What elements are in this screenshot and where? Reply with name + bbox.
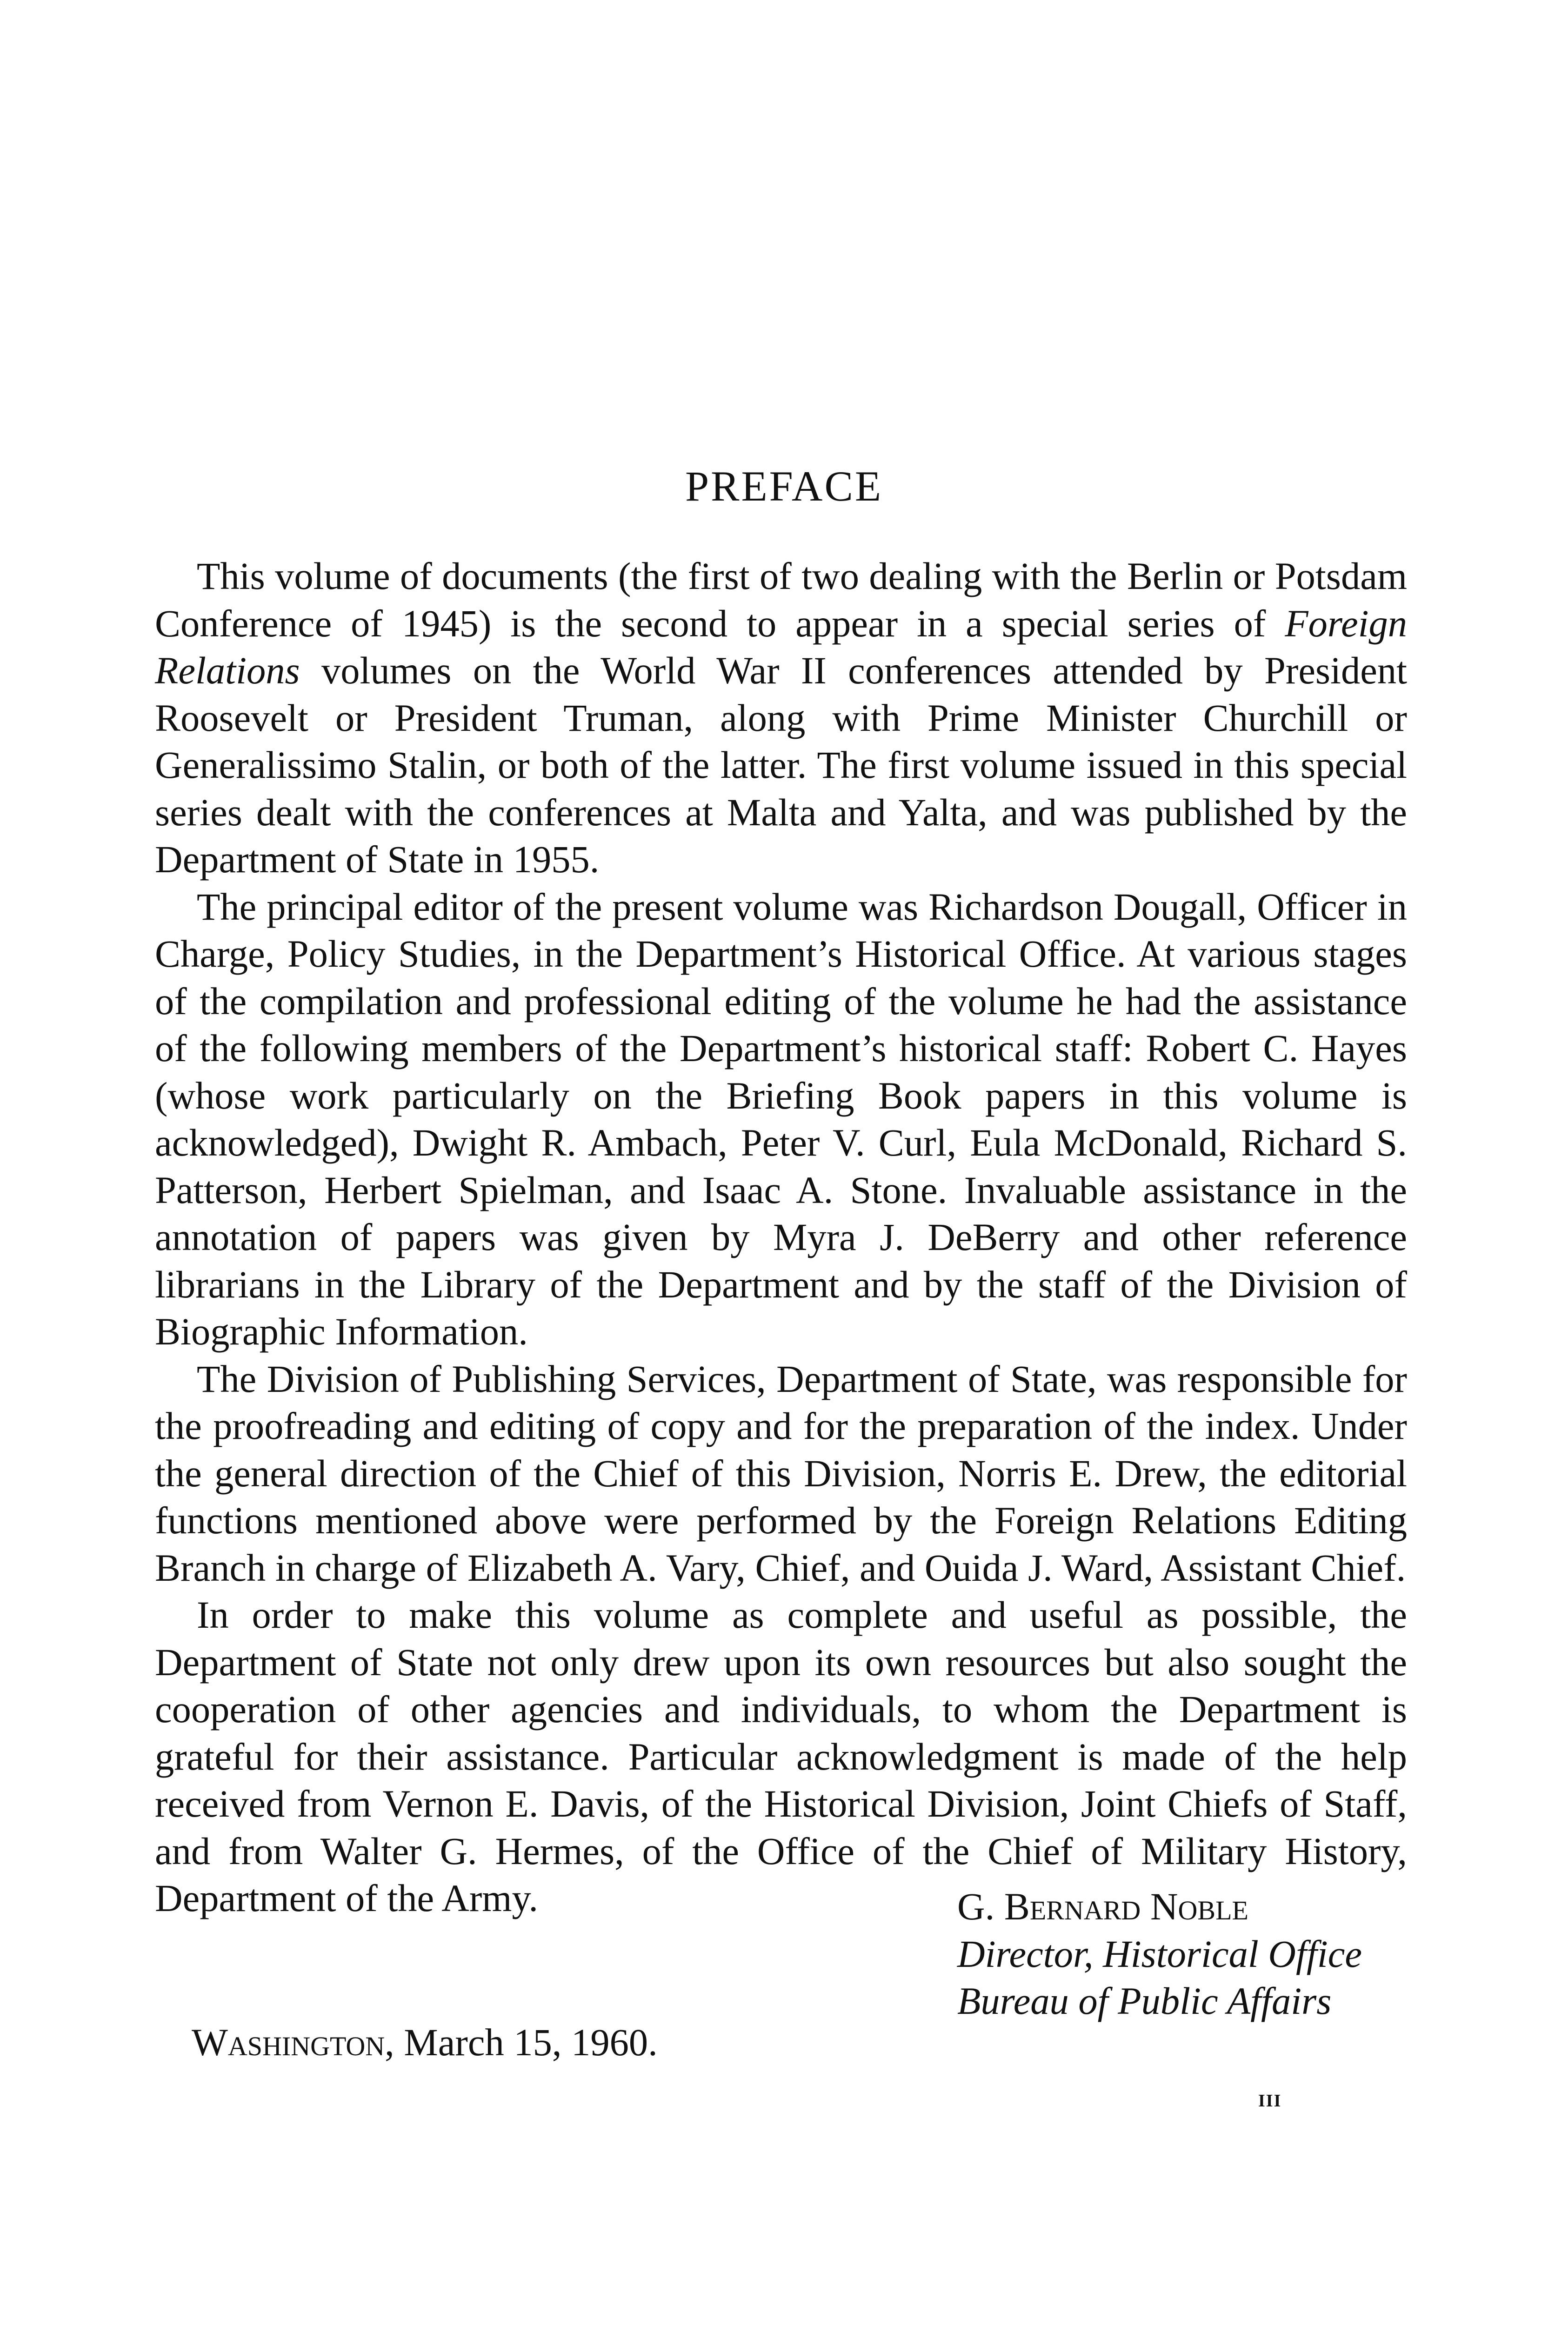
preface-body bbox=[155, 553, 1407, 1922]
dateline-place: Washington, bbox=[192, 2021, 394, 2064]
paragraph-1-text-b: volumes on the World War II conferences attended by President Roosevelt or President Truman, along with Prime Minister Churchill or Generalissimo Stalin, or both of the latter. The first volume issued in this special series dealt with the conferences at Malta and Yalta, and was published by the Department of State in 1955. bbox=[155, 649, 1407, 881]
page-number: iii bbox=[1258, 2084, 1282, 2112]
signatory-name: G. Bernard Noble bbox=[957, 1885, 1248, 1928]
paragraph-1-italic-title: Foreign Relations bbox=[155, 602, 1407, 692]
page-title: PREFACE bbox=[685, 462, 883, 510]
paragraph-2: The principal editor of the present volume was Richardson Dougall, Officer in Charge, Policy Studies, in the Department’s Historical Office. At various stages of the compilation and professional editing of the volume he had the assistance of the following members of the Department’s historical staff: Robert C. Hayes (whose work particularly on the Briefing Book papers in this volume is acknowledged), Dwight R. Ambach, Peter V. Curl, Eula McDonald, Richard S. Patterson, Herbert Spielman, and Isaac A. Stone. Invaluable assistance in the annotation of papers was given by Myra J. DeBerry and other reference librarians in the Library of the Department and by the staff of the Division of Biographic Information. bbox=[155, 885, 1407, 1353]
signatory-title: Director, Historical Office bbox=[957, 1932, 1362, 1975]
paragraph-3: The Division of Publishing Services, Department of State, was responsible for the proofreading and editing of copy and for the preparation of the index. Under the general direction of the Chief of this Division, Norris E. Drew, the editorial functions mentioned above were performed by the Foreign Relations Editing Branch in charge of Elizabeth A. Vary, Chief, and Ouida J. Ward, Assistant Chief. bbox=[155, 1357, 1407, 1589]
dateline bbox=[192, 2019, 658, 2066]
paragraph-1-text-a: This volume of documents (the first of two dealing with the Berlin or Potsdam Conference of 1945) is the second to appear in a special series of bbox=[155, 555, 1407, 645]
signatory-bureau: Bureau of Public Affairs bbox=[957, 1979, 1332, 2022]
paragraph-4: In order to make this volume as complete and useful as possible, the Department of State not only drew upon its own resources but also sought the cooperation of other agencies and individuals, to whom the Department is grateful for their assistance. Particular acknowledgment is made of the help received from Vernon E. Davis, of the Historical Division, Joint Chiefs of Staff, and from Walter G. Hermes, of the Office of the Chief of Military History, Department of the Army. bbox=[155, 1593, 1407, 1919]
signature-block bbox=[957, 1883, 1408, 2025]
dateline-date: March 15, 1960. bbox=[404, 2021, 658, 2064]
paragraph-1 bbox=[155, 553, 1407, 883]
